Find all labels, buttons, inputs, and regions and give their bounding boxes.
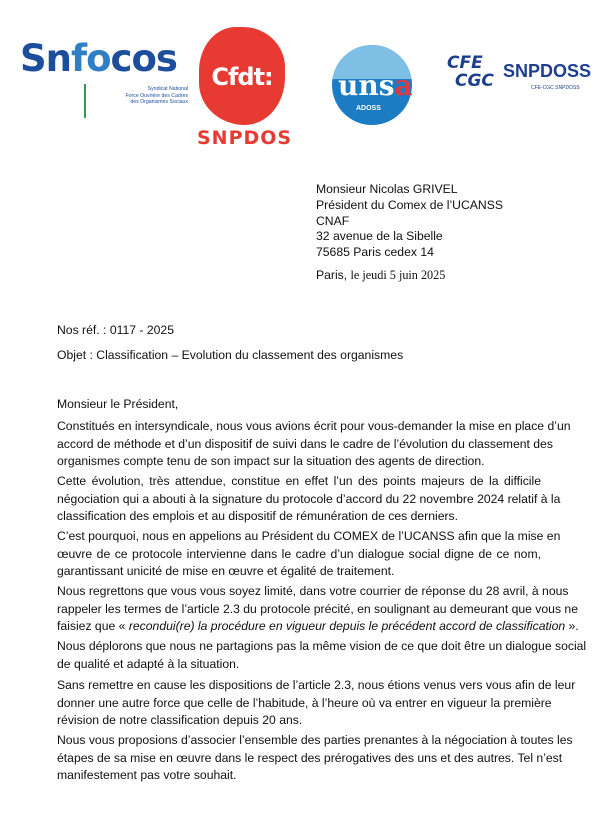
cfdt-logo-mark	[199, 27, 285, 125]
snfocos-subtitle	[90, 86, 188, 106]
recipient-line: Président du Comex de l’UCANSS	[316, 197, 503, 212]
snfocos-logo-bar	[84, 84, 86, 118]
snpdoss-logo-small: CFE-CGC SNPDOSS	[531, 85, 580, 91]
cfdt-logo-text: Cfdt:	[211, 63, 273, 91]
cfe-cgc-logo	[447, 55, 598, 105]
snfocos-subtitle-line: Syndicat National	[147, 86, 188, 92]
cgc-logo-line2: CGC	[455, 71, 494, 91]
paragraph: Nous déplorons que nous ne partagions pas la même vision de ce que doit être un dialogue social de qualité et adapté à la situation.	[57, 639, 587, 671]
cfdt-logo	[197, 25, 293, 150]
snfocos-logo-text-fo: fo	[71, 37, 111, 80]
salutation: Monsieur le Président,	[57, 397, 179, 411]
paragraph: C’est pourquoi, nous en appelions au Président du COMEX de l’UCANSS afin que la mise en œuvre de ce protocole intervienne dans le cadre d’un dialogue social digne de ce nom, garantissant unicité de mise en œuvre et égalité de traitement.	[57, 529, 561, 579]
paragraph: Constitués en intersyndicale, nous vous avions écrit pour vous-demander la mise en place d’un accord de méthode et d’un dispositif de suivi dans le cadre de l’évolution du classement des organismes compte tenu de son impact sur la situation des agents de direction.	[57, 419, 571, 469]
reference-number: Nos réf. : 0117 - 2025	[57, 323, 174, 337]
paragraph: Cette évolution, très attendue, constitue en effet l’un des points majeurs de la difficile négociation qui a abouti à la signature du protocole d’accord du 22 novembre 2024 relatif à la classification des emplois et au dispositif de rémunération de ces derniers.	[57, 474, 561, 524]
paragraph: Nous vous proposions d’associer l’ensemble des parties prenantes à la négociation à toutes les étapes de sa mise en œuvre dans le respect des prérogatives des uns et des autres. Tel n’est manifestement pas votre souhait.	[57, 733, 573, 783]
snpdoss-logo-name: SNPDOSS	[503, 61, 592, 81]
recipient-line: Monsieur Nicolas GRIVEL	[316, 182, 458, 196]
recipient-address	[316, 182, 503, 261]
letter-date	[316, 268, 445, 283]
date-text: le jeudi 5 juin 2025	[350, 268, 446, 282]
cfe-logo-line1: CFE	[447, 53, 483, 73]
snfocos-logo-text: Sn	[20, 37, 71, 80]
date-city: Paris,	[316, 268, 348, 282]
recipient-line: 32 avenue de la Sibelle	[316, 229, 443, 244]
recipient-line: 75685 Paris cedex 14	[316, 245, 434, 260]
unsa-logo	[332, 45, 414, 127]
unsa-logo-sub: ADOSS	[356, 105, 381, 112]
unsa-logo-text: unsa	[338, 69, 413, 102]
snfocos-logo-text-cos: cos	[110, 37, 177, 80]
letter-object: Objet : Classification – Evolution du classement des organismes	[57, 348, 404, 362]
quoted-procedure: recondui(re) la procédure en vigueur depuis le précédent accord de classification	[128, 619, 566, 634]
recipient-line: CNAF	[316, 213, 350, 228]
snfocos-logo	[20, 37, 188, 118]
paragraph: Nous regrettons que vous vous soyez limité, dans votre courrier de réponse du 28 avril, à nous rappeler les termes de l’article 2.3 du protocole précité, en soulignant au demeurant que vous ne faisiez que « recondui(re) la procédure en vigueur depuis le précédent accord de classification ».	[57, 584, 579, 634]
cfdt-logo-label: SNPDOS	[197, 127, 293, 149]
paragraph: Sans remettre en cause les dispositions de l’article 2.3, nous étions venus vers vous afin de leur donner une autre force que celle de l’habitude, à l’heure où va entrer en vigueur la première révision de notre classification depuis 20 ans.	[57, 678, 576, 728]
snfocos-subtitle-line: Force Ouvrière des Cadres	[125, 92, 188, 99]
snfocos-subtitle-line: des Organismes Sociaux	[130, 99, 188, 105]
